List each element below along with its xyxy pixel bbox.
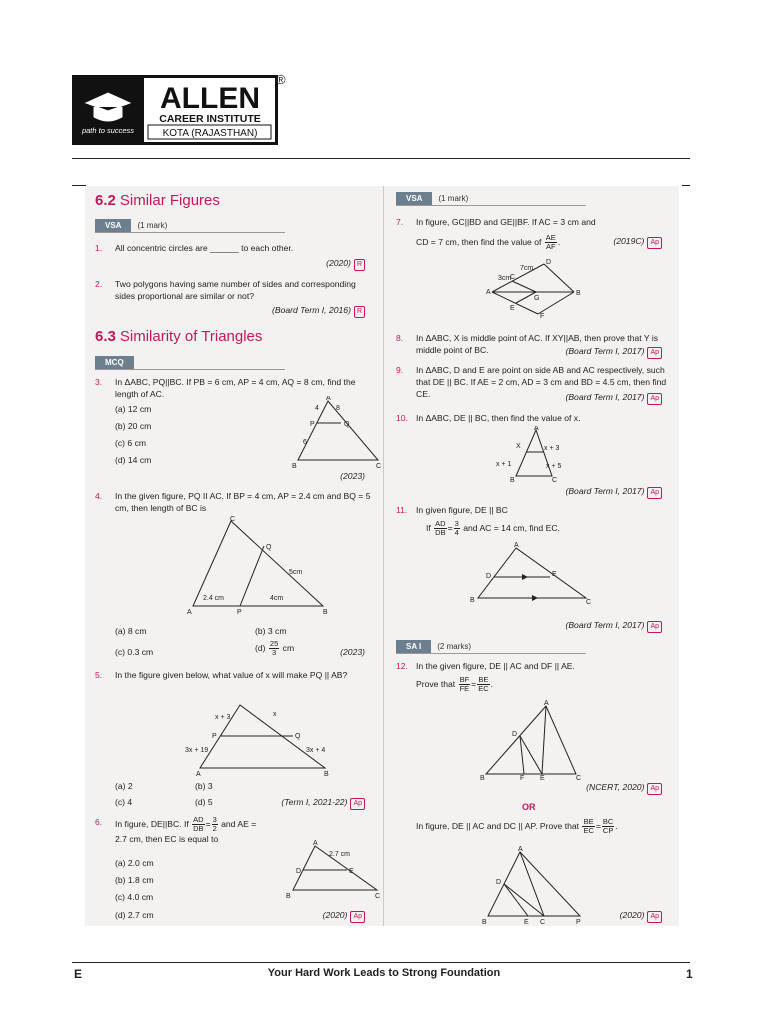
question-12-source: (NCERT, 2020) Ap (586, 782, 662, 795)
svg-text:E: E (510, 305, 515, 312)
svg-text:6: 6 (303, 439, 307, 446)
question-2 (95, 278, 377, 304)
svg-text:3x + 4: 3x + 4 (306, 747, 326, 754)
left-dash (72, 185, 86, 186)
svg-text:D: D (486, 573, 492, 580)
svg-text:A: A (326, 396, 331, 402)
question-text: In the figure given below, what value of x will make PQ || AB? (115, 670, 348, 680)
svg-text:E: E (349, 868, 354, 875)
fraction: $\frac{25}{3}$ (269, 639, 279, 657)
option-a: (a) 2 (115, 781, 133, 791)
question-number: 10. (396, 413, 408, 423)
svg-text:C: C (576, 775, 582, 780)
svg-text:Q: Q (344, 421, 350, 428)
tag-badge: Ap (647, 237, 662, 249)
fraction: $\frac{AE}{AF}$ (545, 233, 556, 251)
svg-text:A: A (486, 289, 491, 296)
question-5-source: (Term I, 2021-22) Ap (281, 797, 365, 810)
svg-text:x + 3: x + 3 (544, 445, 560, 452)
logo-tagline: path to success (81, 126, 135, 135)
option-d: (d) 5 (195, 797, 213, 807)
option-b: (b) 3 (195, 781, 213, 791)
section-heading-6-3 (95, 328, 262, 345)
question-7-source: (2019C) Ap (613, 236, 662, 249)
tag-badge: R (354, 306, 365, 318)
svg-text:D: D (546, 259, 552, 266)
svg-text:P: P (212, 733, 217, 740)
figure-q4-triangle (185, 516, 335, 616)
option-a: (a) 2.0 cm (115, 858, 154, 868)
tag-badge: R (354, 259, 365, 271)
question-number: 12. (396, 661, 408, 671)
option-c: (c) 6 cm (115, 438, 147, 448)
question-number: 11. (396, 505, 408, 515)
svg-text:Q: Q (295, 733, 301, 740)
figure-q7-diagram (486, 258, 586, 318)
logo-subtitle: CAREER INSTITUTE (159, 113, 261, 125)
logo-brand: ALLEN (160, 82, 260, 115)
svg-text:2.4 cm: 2.4 cm (203, 595, 225, 602)
svg-text:A: A (534, 426, 539, 432)
svg-text:A: A (196, 771, 201, 778)
svg-text:C: C (510, 274, 516, 281)
option-d: (d) 14 cm (115, 455, 152, 465)
question-text: In figure, DE || AC and DC || AP. Prove that $\frac{BE}{EC}$ = $\frac{BC}{CP}$ . (416, 817, 618, 835)
badge-vsa (396, 192, 468, 205)
footer-slogan: Your Hard Work Leads to Strong Foundation (267, 967, 501, 979)
svg-text:A: A (514, 542, 519, 549)
fraction: $\frac{3}{4}$ (454, 519, 459, 537)
question-9-source: (Board Term I, 2017) Ap (565, 392, 662, 405)
svg-text:A: A (313, 840, 318, 847)
footer-letter: E (74, 967, 83, 981)
svg-text:B: B (324, 771, 329, 778)
svg-text:Q: Q (266, 544, 272, 551)
section-title: Similarity of Triangles (119, 328, 263, 345)
question-text: In the given figure, PQ II AC. If BP = 4 cm, AP = 2.4 cm and BQ = 5 cm, then length of BC is (115, 491, 371, 513)
question-12-alt (396, 818, 672, 838)
fraction: $\frac{AD}{DB}$ (435, 519, 446, 537)
tag-badge: Ap (350, 911, 365, 923)
svg-text:F: F (540, 313, 545, 318)
svg-text:C: C (375, 893, 381, 900)
badge-mcq (95, 356, 140, 369)
question-text: Two polygons having same number of sides and corresponding sides proportional are similar or not? (115, 279, 356, 301)
fraction: $\frac{BF}{FE}$ (459, 675, 470, 693)
svg-text:E: E (524, 919, 529, 926)
question-5 (95, 669, 377, 695)
question-sheet (85, 186, 679, 926)
tag-badge: Ap (647, 783, 662, 795)
question-text: In ΔABC, X is middle point of AC. If XY||AB, then prove that Y is middle point of BC. (416, 333, 659, 355)
svg-text:B: B (323, 609, 328, 616)
question-11 (396, 504, 672, 544)
option-c: (c) 0.3 cm (115, 647, 154, 657)
svg-text:X: X (516, 443, 521, 450)
svg-text:B: B (576, 290, 581, 297)
svg-text:A: A (187, 609, 192, 616)
badge-label: MCQ (95, 356, 134, 369)
svg-text:B: B (482, 919, 487, 926)
fraction: $\frac{BE}{EC}$ (583, 817, 594, 835)
svg-text:2.7 cm: 2.7 cm (329, 851, 351, 858)
fraction: $\frac{BE}{EC}$ (478, 675, 489, 693)
option-b: (b) 20 cm (115, 421, 152, 431)
question-12-alt-source: (2020) Ap (620, 910, 662, 923)
question-number: 8. (396, 333, 404, 343)
svg-text:C: C (376, 463, 382, 470)
registered-mark: ® (276, 72, 286, 87)
question-number: 3. (95, 377, 103, 387)
badge-label: VSA (95, 219, 131, 232)
section-number: 6.2 (95, 192, 116, 209)
svg-text:3cm: 3cm (498, 275, 512, 282)
figure-q5-triangle (185, 700, 345, 780)
question-10 (396, 412, 672, 426)
figure-q11-triangle (466, 542, 596, 612)
header-rule (72, 158, 690, 159)
question-6-source: (2020) Ap (323, 910, 365, 923)
question-text: In figure, GC||BD and GE||BF. If AC = 3 cm and CD = 7 cm, then find the value of $\frac{AE}{AF}$ . (416, 217, 596, 251)
allen-logo (72, 75, 278, 145)
svg-text:E: E (540, 775, 545, 780)
logo-location: KOTA (RAJASTHAN) (162, 128, 258, 139)
svg-text:G: G (534, 295, 540, 302)
badge-vsa (95, 219, 167, 232)
or-separator: OR (522, 802, 536, 812)
svg-text:x + 5: x + 5 (546, 463, 562, 470)
option-b: (b) 3 cm (255, 626, 287, 636)
question-number: 7. (396, 217, 404, 227)
column-divider (383, 186, 384, 926)
figure-q12-alt-triangle (476, 846, 596, 926)
tag-badge: Ap (647, 487, 662, 499)
question-3-source: (2023) (340, 471, 365, 481)
question-number: 1. (95, 243, 103, 253)
question-text: In figure, DE||BC. If $\frac{AD}{DB}$ = $\frac{3}{2}$ and AE = 2.7 cm, then EC is equal to (115, 815, 257, 844)
svg-text:B: B (480, 775, 485, 780)
svg-text:4cm: 4cm (270, 595, 284, 602)
badge-marks: (1 mark) (438, 194, 469, 203)
tag-badge: Ap (647, 347, 662, 359)
question-text: All concentric circles are ______ to each other. (115, 243, 294, 253)
option-b: (b) 1.8 cm (115, 875, 154, 885)
svg-text:C: C (540, 919, 546, 926)
svg-text:P: P (310, 421, 315, 428)
svg-text:B: B (470, 597, 475, 604)
fraction: $\frac{AD}{DB}$ (193, 815, 204, 833)
svg-text:8: 8 (336, 405, 340, 412)
question-8-source: (Board Term I, 2017) Ap (565, 346, 662, 359)
badge-marks: (2 marks) (437, 642, 472, 651)
option-d: (d) 2.7 cm (115, 910, 154, 920)
svg-text:E: E (552, 571, 557, 578)
figure-q6-triangle (285, 838, 385, 908)
svg-text:C: C (230, 516, 236, 523)
tag-badge: Ap (647, 621, 662, 633)
question-11-source: (Board Term I, 2017) Ap (565, 620, 662, 633)
svg-text:A: A (518, 846, 523, 853)
svg-text:D: D (296, 868, 302, 875)
right-dash (682, 185, 690, 186)
badge-label: VSA (396, 192, 432, 205)
badge-label: SA I (396, 640, 431, 653)
question-number: 6. (95, 817, 103, 827)
question-text: In ΔABC, DE || BC, then find the value of x. (416, 413, 581, 423)
page-number: 1 (686, 967, 693, 981)
question-text: In the given figure, DE || AC and DF || AE. Prove that $\frac{BF}{FE}$ = $\frac{BE}{EC}$ . (416, 661, 575, 693)
badge-sa1 (396, 640, 471, 653)
option-a: (a) 8 cm (115, 626, 147, 636)
figure-q10-triangle (496, 426, 576, 486)
question-4 (95, 490, 377, 516)
svg-text:F: F (520, 775, 525, 780)
svg-text:P: P (576, 919, 581, 926)
svg-text:B: B (292, 463, 297, 470)
svg-text:x + 3: x + 3 (215, 714, 231, 721)
section-heading-6-2 (95, 192, 220, 209)
badge-marks: (1 mark) (137, 221, 168, 230)
svg-text:4: 4 (315, 405, 319, 412)
question-number: 9. (396, 365, 404, 375)
svg-text:B: B (510, 477, 515, 484)
fraction: $\frac{3}{2}$ (212, 815, 217, 833)
figure-q12-triangle (476, 700, 586, 780)
svg-text:B: B (286, 893, 291, 900)
question-4-source: (2023) (340, 647, 365, 657)
question-12 (396, 660, 672, 700)
section-title: Similar Figures (119, 192, 220, 209)
option-c: (c) 4 (115, 797, 133, 807)
question-2-source: (Board Term I, 2016) R (272, 305, 365, 318)
question-text: In ΔABC, D and E are point on side AB and AC respectively, such that DE || BC. If AE = 2 cm, AD = 3 cm and BD = 4.5 cm, then find CE. (416, 365, 667, 399)
svg-text:5cm: 5cm (289, 569, 303, 576)
option-a: (a) 12 cm (115, 404, 152, 414)
option-d: (d) $\frac{25}{3}$ cm (255, 639, 295, 657)
svg-text:D: D (512, 731, 518, 738)
footer-rule (72, 962, 690, 963)
option-c: (c) 4.0 cm (115, 892, 154, 902)
question-6 (95, 816, 270, 862)
svg-text:C: C (586, 599, 592, 606)
question-number: 4. (95, 491, 103, 501)
tag-badge: Ap (647, 393, 662, 405)
figure-q3-triangle (290, 396, 385, 471)
question-1-source: (2020) R (326, 258, 365, 271)
section-number: 6.3 (95, 328, 116, 345)
svg-text:D: D (496, 879, 502, 886)
svg-text:7cm: 7cm (520, 265, 534, 272)
svg-text:x: x (273, 711, 277, 718)
question-text: In ΔABC, PQ||BC. If PB = 6 cm, AP = 4 cm, AQ = 8 cm, find the length of AC. (115, 377, 356, 399)
tag-badge: Ap (350, 798, 365, 810)
question-number: 2. (95, 279, 103, 289)
svg-text:P: P (237, 609, 242, 616)
question-number: 5. (95, 670, 103, 680)
svg-text:3x + 19: 3x + 19 (185, 747, 209, 754)
svg-text:x + 1: x + 1 (496, 461, 512, 468)
question-10-source: (Board Term I, 2017) Ap (565, 486, 662, 499)
fraction: $\frac{BC}{CP}$ (602, 817, 614, 835)
tag-badge: Ap (647, 911, 662, 923)
question-text: In given figure, DE || BC If $\frac{AD}{DB}$ = $\frac{3}{4}$ and AC = 14 cm, find EC. (416, 505, 560, 537)
svg-text:A: A (544, 700, 549, 707)
svg-text:C: C (552, 477, 558, 484)
